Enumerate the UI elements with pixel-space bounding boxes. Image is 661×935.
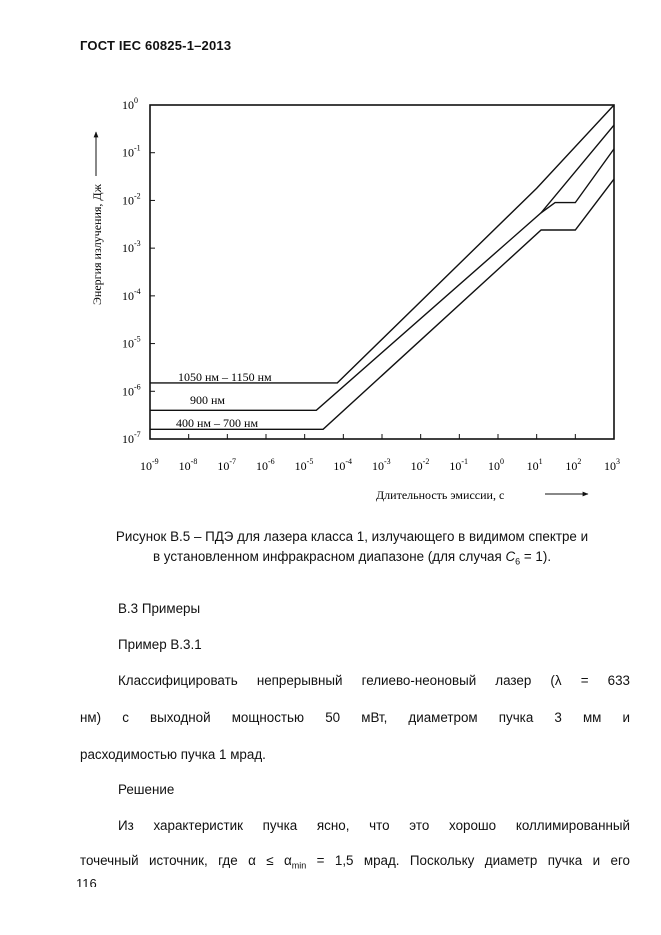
caption-text: в установленном инфракрасном диапазоне (для случая (152, 549, 506, 564)
x-tick-label: $10^{-8}$ (178, 457, 198, 473)
y-tick-exponent: -5 (134, 334, 141, 344)
y-tick-label: $10^{-6}$ (122, 382, 141, 399)
x-tick-exponent: -4 (345, 457, 353, 466)
x-tick-label: $10^{-5}$ (294, 457, 314, 473)
caption-line-2 (60, 547, 644, 572)
legend-label-400-700: 400 нм – 700 нм (176, 416, 259, 430)
page-number: 116 (76, 876, 97, 887)
x-tick-label: $10^{-6}$ (256, 457, 275, 473)
x-tick-label: $10^0$ (488, 457, 504, 473)
y-tick-label: $10^{-7}$ (122, 430, 141, 446)
x-tick-label: $10^{-9}$ (140, 457, 159, 473)
x-tick-exponent: -3 (384, 457, 391, 466)
x-axis-ticks (140, 434, 620, 473)
y-tick-exponent: 0 (134, 96, 138, 105)
x-tick-label: $10^2$ (565, 457, 582, 473)
paragraph-1-line-1: Классифицировать непрерывный гелиево-неоновый лазер (λ = 633 (118, 673, 630, 688)
paragraph-2-line-1: Из характеристик пучка ясно, что это хорошо коллимированный (118, 818, 630, 833)
y-tick-label: $10^{-5}$ (122, 334, 141, 351)
series-line-1 (150, 125, 614, 410)
x-tick-exponent: -1 (461, 457, 469, 466)
y-tick-exponent: -3 (134, 239, 141, 249)
paragraph-1-line-2: нм) с выходной мощностью 50 мВт, диаметром пучка 3 мм и (80, 710, 630, 725)
section-heading: В.3 Примеры (118, 601, 201, 616)
x-tick-exponent: -9 (152, 457, 159, 466)
paragraph-2-text-end: = 1,5 мрад. Поскольку диаметр пучка и его (306, 853, 630, 868)
x-tick-exponent: -6 (268, 457, 275, 466)
x-tick-label: $10^{-1}$ (449, 457, 469, 473)
x-tick-exponent: 1 (538, 457, 543, 466)
x-axis-label: Длительность эмиссии, с (376, 488, 505, 502)
x-tick-label: $10^{-2}$ (410, 457, 430, 473)
caption-subscript: 6 (515, 556, 521, 567)
y-tick-label: $10^{-1}$ (122, 143, 141, 160)
legend-label-900: 900 нм (190, 393, 226, 407)
solution-heading: Решение (118, 782, 175, 797)
x-tick-exponent: -5 (306, 457, 314, 466)
example-heading: Пример В.3.1 (118, 637, 202, 652)
figure-caption (60, 527, 644, 572)
y-tick-label: $10^{-4}$ (122, 286, 141, 303)
y-tick-exponent: -1 (134, 143, 141, 153)
y-tick-exponent: -4 (134, 286, 141, 296)
y-axis-label: Энергия излучения, Дж (90, 184, 104, 305)
paragraph-2-line-2 (80, 853, 630, 871)
document-header: ГОСТ IEC 60825-1–2013 (80, 38, 232, 53)
legend-label-1050-1150: 1050 нм – 1150 нм (178, 370, 272, 384)
caption-variable: C (505, 549, 516, 564)
alpha-min-subscript: min (291, 860, 307, 871)
x-tick-exponent: 0 (500, 457, 504, 466)
series-line-3 (150, 179, 614, 429)
x-tick-label: $10^{-3}$ (372, 457, 391, 473)
x-tick-exponent: -7 (229, 457, 237, 466)
plot-frame (150, 105, 614, 439)
series-line-2 (541, 149, 614, 213)
paragraph-1-line-3: расходимостью пучка 1 мрад. (80, 747, 266, 762)
y-tick-exponent: -2 (134, 191, 141, 201)
y-tick-label: $10^{-3}$ (122, 239, 141, 256)
y-tick-exponent: -7 (134, 430, 141, 439)
series-line-0 (150, 105, 614, 383)
x-tick-exponent: -2 (422, 457, 430, 466)
x-tick-label: $10^{-7}$ (217, 457, 237, 473)
x-tick-exponent: 2 (577, 457, 582, 466)
caption-text-end: = 1). (520, 549, 552, 564)
x-tick-label: $10^1$ (526, 457, 543, 473)
x-tick-label: $10^3$ (604, 457, 620, 473)
y-tick-label: $10^{-2}$ (122, 191, 141, 208)
caption-line-1: Рисунок В.5 – ПДЭ для лазера класса 1, излучающего в видимом спектре и (115, 529, 589, 544)
x-tick-label: $10^{-4}$ (333, 457, 353, 473)
y-tick-exponent: -6 (134, 382, 141, 392)
x-tick-exponent: -8 (190, 457, 198, 466)
x-tick-exponent: 3 (616, 457, 620, 466)
paragraph-2-text: точечный источник, где α ≤ α (80, 853, 292, 868)
y-tick-label: $10^0$ (122, 96, 138, 112)
